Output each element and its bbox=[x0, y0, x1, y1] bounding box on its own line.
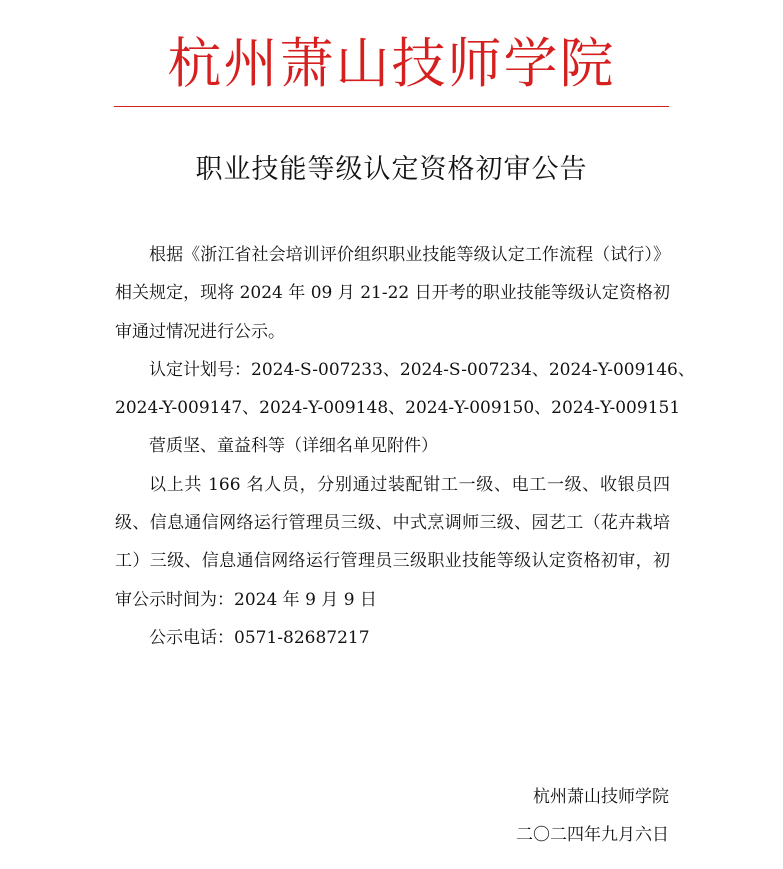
notice-body bbox=[115, 236, 695, 657]
intro-paragraph: 根据《浙江省社会培训评价组织职业技能等级认定工作流程（试行）》相关规定，现将 2024 年 09 月 21-22 日开考的职业技能等级认定资格初审通过情况进行公示。 bbox=[115, 245, 670, 342]
signature-block bbox=[516, 778, 669, 854]
issue-date: 二〇二四年九月六日 bbox=[516, 825, 669, 845]
institution-masthead: 杭州萧山技师学院 bbox=[167, 32, 616, 95]
notice-title: 职业技能等级认定资格初审公告 bbox=[195, 154, 588, 185]
plan-number-line: 认定计划号：2024-S-007233、2024-S-007234、2024-Y-009146、 bbox=[149, 359, 695, 380]
names-line: 菅质坚、童益科等（详细名单见附件） bbox=[149, 436, 438, 457]
masthead-divider bbox=[114, 106, 669, 107]
summary-paragraph: 以上共 166 名人员，分别通过装配钳工一级、电工一级、收银员四级、信息通信网络运行管理员三级、中式烹调师三级、园艺工（花卉栽培工）三级、信息通信网络运行管理员三级职业技能等级认定资格初审，初审公示时间为：2024 年 9 月 9 日 bbox=[115, 474, 670, 610]
plan-number-line-continued: 2024-Y-009147、2024-Y-009148、2024-Y-009150、2024-Y-009151 bbox=[115, 398, 681, 419]
contact-phone-line: 公示电话：0571-82687217 bbox=[149, 627, 370, 648]
issuer-name: 杭州萧山技师学院 bbox=[533, 787, 669, 807]
